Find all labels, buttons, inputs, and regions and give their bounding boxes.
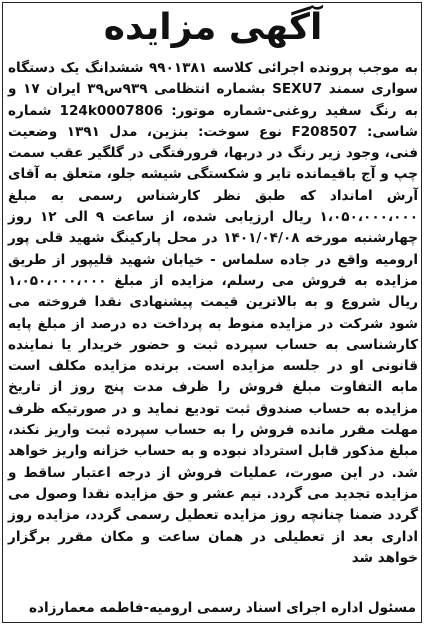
notice-footer-signature: مسئول اداره اجرای اسناد رسمی ارومیه-فاطمه معمارزاده bbox=[29, 600, 416, 616]
notice-title: آگهی مزایده bbox=[103, 7, 323, 48]
notice-body: به موجب پرونده اجرائی کلاسه ۹۹۰۱۳۸۱ ششدانگ یک دستگاه سواری سمند SEXU7 بشماره انتظامی ۹۳۹س۳۹ ایران ۱۷ و به رنگ سفید روغنی-شماره موتور: 124k0007806 شماره شاسی: F208507 نوع سوخت: بنزین، مدل ۱۳۹۱ وضعیت فنی، وجود زیر رنگ در دربها، فرورفتگی در گلگیر عقب سمت چپ و آج باقیمانده تایر و شکستگی شیشه جلو، متعلق به آقای آرش امانداد که طبق نظر کارشناس رسمی به مبلغ ۱،۰۵۰،۰۰۰،۰۰۰ ریال ارزیابی شده، از ساعت ۹ الی ۱۲ روز چهارشنبه مورخه ۱۴۰۱/۰۴/۰۸ در محل پارکینگ شهید قلی پور ارومیه واقع در جاده سلماس - خیابان شهید قلیپور از طریق مزایده به فروش می رسلم، مزایده از مبلغ ۱،۰۵۰،۰۰۰،۰۰۰ ریال شروع و به بالاترین قیمت پیشنهادی نقدا فروخته می شود شرکت در مزایده منوط به پرداخت ده درصد از مبلغ پایه کارشناسی به حساب سپرده ثبت و حضور خریدار یا نماینده قانونی او در جلسه مزایده است. برنده مزایده مکلف است مابه التفاوت مبلغ فروش را ظرف مدت پنج روز از تاریخ مزایده به حساب صندوق ثبت تودیع نماید و در صورتیکه ظرف مهلت مقرر مانده فروش را به حساب سپرده ثبت واریز نکند، مبلغ مذکور قابل استرداد نبوده و به حساب خزانه واریز خواهد شد. در این صورت، عملیات فروش از درجه اعتبار ساقط و مزایده تجدید می گردد. نیم عشر و حق مزایده نقدا وصول می گردد ضمنا چنانچه روز مزایده تعطیل رسمی گردد، مزایده روز اداری بعد از تعطیلی در همان ساعت و مکان مقرر برگزار خواهد شد bbox=[8, 60, 419, 566]
